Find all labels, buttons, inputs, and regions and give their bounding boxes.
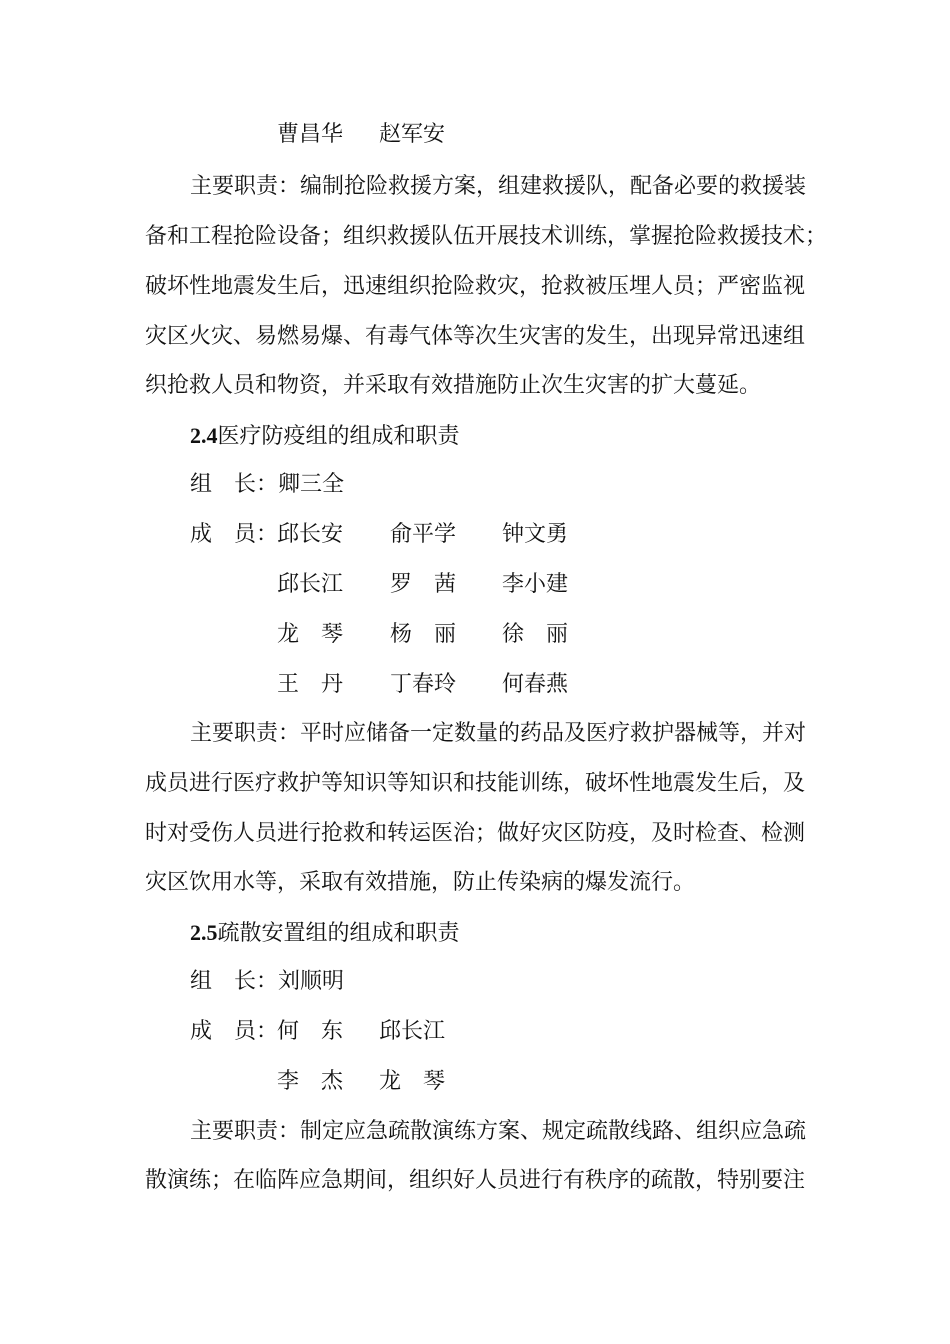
members-label: 成 员： xyxy=(190,1019,279,1044)
member-name: 李小建 xyxy=(502,572,569,597)
member-name: 钟文勇 xyxy=(502,522,569,547)
member-name: 李 杰 xyxy=(277,1069,344,1094)
leader-label: 组 长： xyxy=(190,472,279,497)
section-heading xyxy=(190,421,460,452)
member-name: 邱长江 xyxy=(277,572,344,597)
member-name: 曹昌华 xyxy=(277,122,344,147)
paragraph-line: 灾区饮用水等，采取有效措施，防止传染病的爆发流行。 xyxy=(145,870,696,895)
paragraph-line: 主要职责：平时应储备一定数量的药品及医疗救护器械等，并对 xyxy=(190,721,807,746)
paragraph-line: 散演练；在临阵应急期间，组织好人员进行有秩序的疏散，特别要注 xyxy=(145,1168,806,1193)
paragraph-line: 破坏性地震发生后，迅速组织抢险救灾，抢救被压埋人员；严密监视 xyxy=(145,274,806,299)
member-name: 俞平学 xyxy=(390,522,457,547)
paragraph-line: 时对受伤人员进行抢救和转运医治；做好灾区防疫，及时检查、检测 xyxy=(145,821,806,846)
member-name: 王 丹 xyxy=(277,672,344,697)
member-name: 何 东 xyxy=(277,1019,344,1044)
leader-row xyxy=(190,470,344,500)
paragraph-line: 织抢救人员和物资，并采取有效措施防止次生灾害的扩大蔓延。 xyxy=(145,373,762,398)
leader-name: 卿三全 xyxy=(278,472,345,497)
member-name: 罗 茜 xyxy=(390,572,457,597)
section-title: 疏散安置组的组成和职责 xyxy=(217,921,460,946)
section-title: 医疗防疫组的组成和职责 xyxy=(217,424,460,449)
member-name: 杨 丽 xyxy=(390,622,457,647)
member-name: 丁春玲 xyxy=(390,672,457,697)
paragraph-line: 主要职责：编制抢险救援方案，组建救援队，配备必要的救援装 xyxy=(190,174,807,199)
paragraph-line: 主要职责：制定应急疏散演练方案、规定疏散线路、组织应急疏 xyxy=(190,1119,807,1144)
paragraph-line: 备和工程抢险设备；组织救援队伍开展技术训练，掌握抢险救援技术； xyxy=(145,224,828,249)
paragraph-line: 成员进行医疗救护等知识等知识和技能训练，破坏性地震发生后，及 xyxy=(145,771,806,796)
member-name: 赵军安 xyxy=(379,122,446,147)
member-name: 徐 丽 xyxy=(502,622,569,647)
section-heading xyxy=(190,918,460,949)
section-number: 2.4 xyxy=(190,423,218,448)
member-name: 何春燕 xyxy=(502,672,569,697)
leader-row xyxy=(190,967,344,997)
member-name: 邱长安 xyxy=(277,522,344,547)
section-number: 2.5 xyxy=(190,920,218,945)
paragraph-line: 灾区火灾、易燃易爆、有毒气体等次生灾害的发生，出现异常迅速组 xyxy=(145,324,806,349)
member-name: 龙 琴 xyxy=(379,1069,446,1094)
member-name: 龙 琴 xyxy=(277,622,344,647)
member-name: 邱长江 xyxy=(379,1019,446,1044)
leader-name: 刘顺明 xyxy=(278,969,345,994)
leader-label: 组 长： xyxy=(190,969,279,994)
members-label: 成 员： xyxy=(190,522,279,547)
